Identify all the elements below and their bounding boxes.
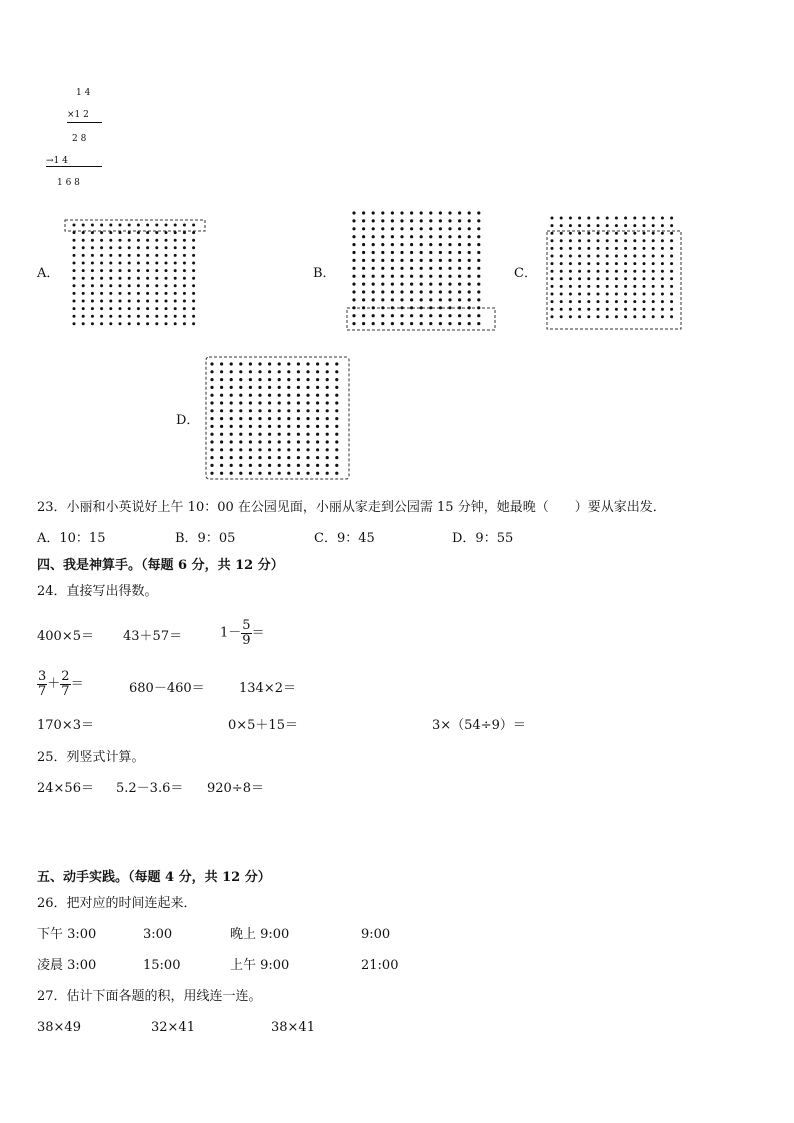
grid-dot (335, 370, 338, 373)
grid-dot (335, 362, 338, 365)
q23-option-b[interactable]: B．9：05 (175, 531, 236, 546)
grid-dot (306, 472, 309, 475)
grid-dot (210, 394, 213, 397)
grid-dot (258, 425, 261, 428)
q26-row1-item4[interactable]: 9:00 (361, 927, 391, 942)
grid-dot (220, 433, 223, 436)
grid-dot (297, 362, 300, 365)
grid-dot (287, 448, 290, 451)
grid-dot (287, 401, 290, 404)
q24-text: 24．直接写出得数。 (37, 584, 158, 599)
grid-dot (297, 440, 300, 443)
grid-dot (220, 440, 223, 443)
grid-dot (239, 425, 242, 428)
grid-dot (335, 409, 338, 412)
grid-dot (297, 394, 300, 397)
grid-dot (335, 425, 338, 428)
grid-dot (268, 417, 271, 420)
grid-dot (326, 401, 329, 404)
grid-dot (220, 370, 223, 373)
grid-dot (326, 417, 329, 420)
grid-dot (335, 472, 338, 475)
grid-dot (249, 464, 252, 467)
section5-title: 五、动手实践。（每题 4 分，共 12 分） (37, 870, 271, 885)
grid-dot (316, 440, 319, 443)
grid-dot (249, 417, 252, 420)
grid-dot (278, 464, 281, 467)
grid-dot (268, 464, 271, 467)
grid-dot (326, 425, 329, 428)
grid-dot (258, 472, 261, 475)
q26-row2-item2[interactable]: 15:00 (143, 958, 181, 973)
grid-dot (239, 472, 242, 475)
grid-dot (239, 370, 242, 373)
grid-dot (220, 448, 223, 451)
grid-dot (258, 394, 261, 397)
grid-dot (230, 394, 233, 397)
grid-dot (297, 401, 300, 404)
grid-dot (335, 394, 338, 397)
grid-dot (326, 378, 329, 381)
grid-dot (268, 425, 271, 428)
grid-dot (316, 409, 319, 412)
q23-text: 23．小丽和小英说好上午 10：00 在公园见面，小丽从家走到公园需 15 分钟，她最晚（ ）要从家出发． (37, 500, 666, 515)
grid-dot (335, 464, 338, 467)
calc-row-4: →1 4 (46, 156, 68, 166)
grid-dot (230, 472, 233, 475)
q24-item-4 (37, 670, 84, 699)
grid-dot (335, 401, 338, 404)
q24-item-6: 134×2＝ (239, 681, 296, 696)
grid-dot (230, 409, 233, 412)
grid-dot (278, 362, 281, 365)
grid-dot (230, 456, 233, 459)
grid-dot (220, 464, 223, 467)
q24-item-3 (220, 619, 265, 648)
grid-dot (278, 440, 281, 443)
grid-dot (278, 394, 281, 397)
q25-item-1: 24×56＝ (37, 781, 94, 796)
grid-dot (220, 378, 223, 381)
grid-dot (249, 409, 252, 412)
grid-dot (278, 448, 281, 451)
q26-text: 26．把对应的时间连起来． (37, 896, 197, 911)
grid-dot (258, 433, 261, 436)
grid-dot (306, 425, 309, 428)
grid-dot (335, 386, 338, 389)
frac1-suffix: ＝ (251, 625, 265, 641)
q25-item-3: 920÷8＝ (207, 781, 264, 796)
grid-dot (239, 464, 242, 467)
grid-dot (316, 448, 319, 451)
grid-dot (210, 386, 213, 389)
grid-dot (326, 448, 329, 451)
grid-dot (268, 440, 271, 443)
grid-dot (220, 472, 223, 475)
grid-dot (249, 440, 252, 443)
grid-dot (210, 425, 213, 428)
grid-dot (239, 394, 242, 397)
grid-dot (268, 433, 271, 436)
grid-dot (326, 464, 329, 467)
grid-dot (220, 425, 223, 428)
grid-dot (316, 394, 319, 397)
grid-dot (249, 386, 252, 389)
section4-title: 四、我是神算手。（每题 6 分，共 12 分） (37, 558, 284, 573)
grid-dot (268, 472, 271, 475)
grid-dot (297, 472, 300, 475)
frac2-num2: 2 (61, 669, 70, 684)
grid-dot (210, 464, 213, 467)
grid-dot (258, 440, 261, 443)
q24-item-9: 3×（54÷9）＝ (432, 718, 526, 733)
grid-dot (258, 417, 261, 420)
grid-dot (278, 401, 281, 404)
grid-dot (316, 370, 319, 373)
grid-dot (316, 417, 319, 420)
grid-dot (268, 401, 271, 404)
grid-dot (326, 409, 329, 412)
q24-item-5: 680－460＝ (129, 681, 205, 696)
grid-dot (239, 409, 242, 412)
fraction-2-7 (60, 670, 70, 699)
option-d-label: D． (176, 413, 200, 428)
q26-row2-item3[interactable]: 上午 9:00 (230, 958, 290, 973)
grid-dot (335, 456, 338, 459)
grid-dot (297, 386, 300, 389)
grid-dot (316, 464, 319, 467)
calc-row-5: 1 6 8 (57, 178, 80, 188)
grid-dot (230, 448, 233, 451)
grid-dot (249, 378, 252, 381)
frac2-den1: 7 (38, 684, 47, 699)
grid-dot (230, 378, 233, 381)
grid-dot (326, 433, 329, 436)
grid-dot (220, 456, 223, 459)
grid-dot (249, 433, 252, 436)
grid-dot (335, 378, 338, 381)
grid-dot (239, 386, 242, 389)
grid-dot (278, 386, 281, 389)
grid-dot (239, 440, 242, 443)
q23-option-c[interactable]: C．9：45 (314, 531, 375, 546)
grid-dot (249, 448, 252, 451)
calc-row-1: 1 4 (76, 88, 91, 98)
grid-dot (306, 401, 309, 404)
grid-dot (210, 440, 213, 443)
grid-dot (316, 425, 319, 428)
q27-item-3[interactable]: 38×41 (271, 1020, 315, 1035)
calc-row-3: 2 8 (72, 134, 87, 144)
grid-dot (306, 464, 309, 467)
grid-dot (297, 456, 300, 459)
grid-dot (258, 378, 261, 381)
grid-dot (249, 401, 252, 404)
grid-dot (239, 417, 242, 420)
grid-dot (306, 456, 309, 459)
grid-dot (210, 378, 213, 381)
grid-dot (287, 394, 290, 397)
grid-dot (278, 409, 281, 412)
q24-item-2: 43＋57＝ (123, 629, 183, 644)
grid-dot (210, 448, 213, 451)
grid-dot (326, 394, 329, 397)
grid-dot (316, 401, 319, 404)
q26-row2-item1[interactable]: 凌晨 3:00 (37, 958, 97, 973)
grid-dot (287, 464, 290, 467)
grid-dot (239, 401, 242, 404)
grid-dot (258, 401, 261, 404)
frac2-suffix: ＝ (70, 676, 84, 692)
grid-dot (297, 425, 300, 428)
grid-dot (220, 386, 223, 389)
grid-dot (230, 464, 233, 467)
grid-dot (306, 370, 309, 373)
grid-dot (268, 386, 271, 389)
frac2-op: ＋ (47, 676, 61, 692)
grid-dot (210, 433, 213, 436)
grid-dot (287, 456, 290, 459)
grid-dot (326, 440, 329, 443)
grid-dot (306, 433, 309, 436)
grid-dot (230, 362, 233, 365)
q23-option-d[interactable]: D．9：55 (452, 531, 514, 546)
grid-dot (239, 378, 242, 381)
grid-dot (210, 472, 213, 475)
grid-dot (306, 417, 309, 420)
grid-dot (230, 417, 233, 420)
grid-dot (287, 440, 290, 443)
grid-dot (316, 472, 319, 475)
q27-item-1[interactable]: 38×49 (37, 1020, 81, 1035)
grid-dot (306, 409, 309, 412)
grid-dot (258, 464, 261, 467)
dot-grid-d[interactable] (0, 0, 794, 500)
grid-dot (287, 417, 290, 420)
grid-dot (258, 409, 261, 412)
grid-dot (258, 386, 261, 389)
grid-dot (316, 456, 319, 459)
grid-dot (210, 417, 213, 420)
grid-dot (306, 394, 309, 397)
grid-dot (210, 456, 213, 459)
grid-dot (297, 378, 300, 381)
grid-dot (316, 362, 319, 365)
grid-dot (268, 378, 271, 381)
grid-dot (306, 378, 309, 381)
grid-dot (230, 386, 233, 389)
grid-dot (297, 370, 300, 373)
grid-dot (335, 448, 338, 451)
q25-text: 25．列竖式计算。 (37, 750, 145, 765)
grid-dot (230, 401, 233, 404)
grid-dot (326, 362, 329, 365)
q26-row1-item1[interactable]: 下午 3:00 (37, 927, 97, 942)
grid-dot (316, 386, 319, 389)
grid-dot (335, 433, 338, 436)
option-a-label: A． (37, 266, 60, 281)
grid-dot (268, 456, 271, 459)
grid-dot (258, 456, 261, 459)
grid-dot (326, 472, 329, 475)
grid-dot (316, 378, 319, 381)
grid-dot (230, 433, 233, 436)
calc-row-2: ×1 2 (67, 110, 89, 120)
grid-dot (326, 456, 329, 459)
frac1-num: 5 (242, 618, 251, 633)
grid-dot (278, 433, 281, 436)
grid-dot (316, 433, 319, 436)
grid-dot (249, 362, 252, 365)
grid-dot (230, 425, 233, 428)
q26-row2-item4[interactable]: 21:00 (361, 958, 399, 973)
grid-dot (287, 409, 290, 412)
grid-dot (220, 417, 223, 420)
grid-dot (326, 370, 329, 373)
grid-dot (249, 472, 252, 475)
grid-dot (297, 433, 300, 436)
grid-dot (239, 433, 242, 436)
q24-item-7: 170×3＝ (37, 718, 94, 733)
grid-dot (220, 394, 223, 397)
grid-dot (278, 472, 281, 475)
grid-dot (278, 456, 281, 459)
frac1-den: 9 (242, 633, 251, 648)
grid-dot (249, 456, 252, 459)
grid-dot (220, 409, 223, 412)
grid-dot (278, 417, 281, 420)
q24-item-1: 400×5＝ (37, 629, 94, 644)
frac1-prefix: 1－ (220, 625, 242, 641)
grid-dot (258, 370, 261, 373)
grid-dot (297, 464, 300, 467)
grid-dot (249, 370, 252, 373)
grid-dot (306, 448, 309, 451)
grid-dot (268, 394, 271, 397)
grid-dot (287, 386, 290, 389)
grid-dot (287, 472, 290, 475)
grid-dot (287, 425, 290, 428)
grid-dot (230, 440, 233, 443)
q26-row1-item3[interactable]: 晚上 9:00 (230, 927, 290, 942)
frac2-num1: 3 (38, 669, 47, 684)
grid-dot (278, 370, 281, 373)
q27-text: 27．估计下面各题的积，用线连一连。 (37, 989, 262, 1004)
frac2-den2: 7 (61, 684, 70, 699)
grid-dot (210, 370, 213, 373)
grid-dot (306, 440, 309, 443)
q26-row1-item2[interactable]: 3:00 (143, 927, 173, 942)
grid-dot (335, 440, 338, 443)
q25-item-2: 5.2－3.6＝ (116, 781, 184, 796)
grid-dot (287, 362, 290, 365)
grid-dot (239, 362, 242, 365)
q27-item-2[interactable]: 32×41 (151, 1020, 195, 1035)
grid-dot (239, 456, 242, 459)
grid-dot (297, 448, 300, 451)
grid-dot (210, 362, 213, 365)
grid-dot (278, 425, 281, 428)
grid-dot (335, 417, 338, 420)
q24-item-8: 0×5＋15＝ (228, 718, 298, 733)
option-c-label: C． (514, 266, 537, 281)
grid-dot (306, 386, 309, 389)
fraction-5-9 (241, 619, 251, 648)
grid-dot (210, 401, 213, 404)
fraction-3-7 (37, 670, 47, 699)
grid-dot (287, 378, 290, 381)
grid-dot (268, 362, 271, 365)
grid-dot (297, 417, 300, 420)
grid-dot (268, 448, 271, 451)
grid-dot (306, 362, 309, 365)
grid-dot (268, 370, 271, 373)
q23-option-a[interactable]: A．10：15 (37, 531, 106, 546)
grid-dot (287, 370, 290, 373)
grid-dot (220, 362, 223, 365)
grid-dot (258, 362, 261, 365)
grid-dot (220, 401, 223, 404)
grid-dot (249, 394, 252, 397)
grid-dot (326, 386, 329, 389)
grid-dot (258, 448, 261, 451)
grid-dot (268, 409, 271, 412)
grid-dot (230, 370, 233, 373)
grid-dot (239, 448, 242, 451)
option-b-label: B． (313, 266, 336, 281)
grid-dot (297, 409, 300, 412)
grid-dot (210, 409, 213, 412)
grid-dot (249, 425, 252, 428)
grid-dot (287, 433, 290, 436)
grid-dot (278, 378, 281, 381)
